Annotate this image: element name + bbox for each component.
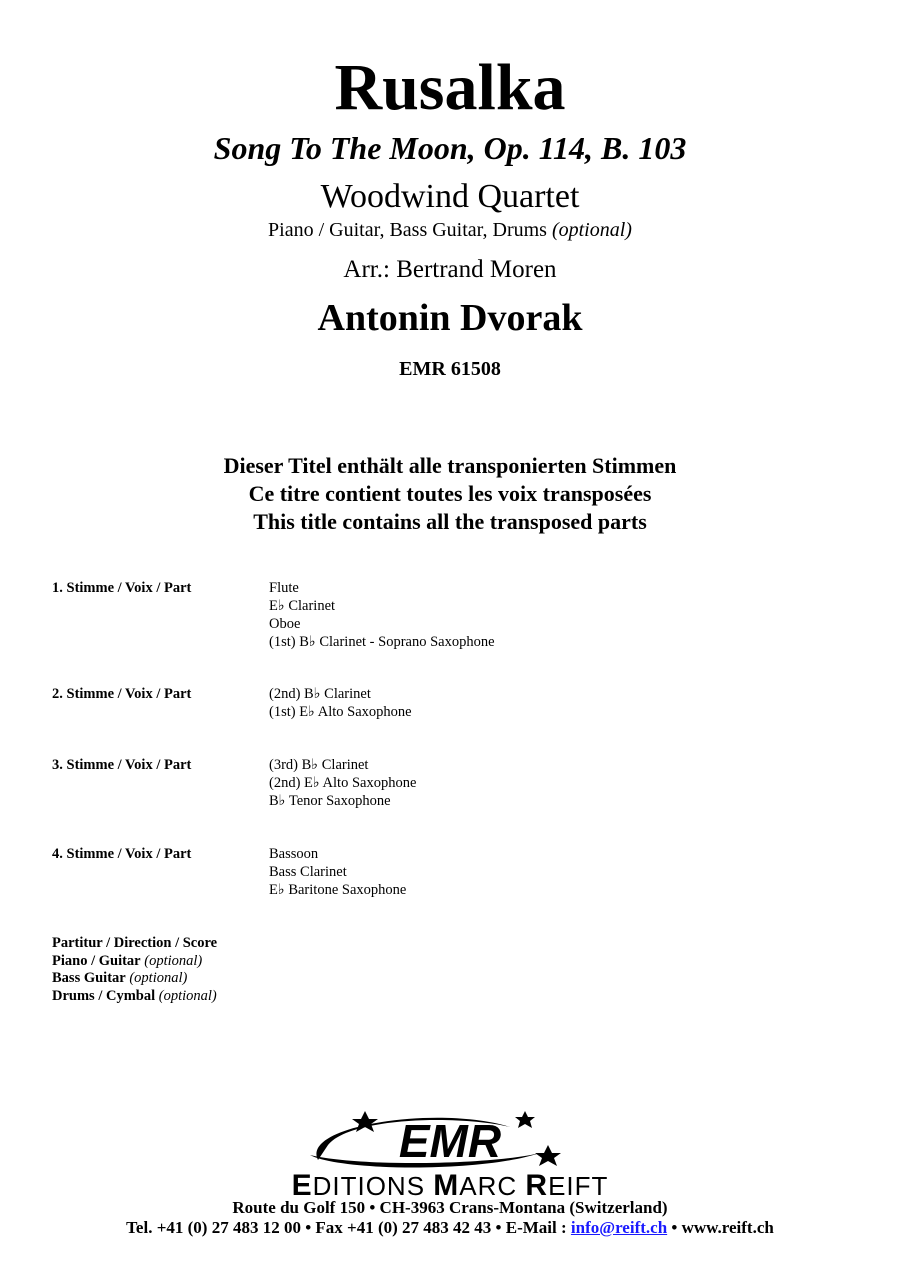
list-item: Bassoon [269,846,319,862]
extra-piano-guitar: Piano / Guitar (optional) [52,952,203,969]
list-item: Flute [269,580,299,596]
logo-emr-text: EMR [398,1115,502,1167]
extra-score: Partitur / Direction / Score [52,935,218,951]
contact-prefix: Tel. +41 (0) 27 483 12 00 • Fax +41 (0) 27 483 42 43 • E-Mail : [126,1218,571,1237]
part-1-label: 1. Stimme / Voix / Part [52,580,192,596]
list-item: E♭ Baritone Saxophone [269,882,407,898]
instrumentation-text: Piano / Guitar, Bass Guitar, Drums [268,219,547,241]
list-item: (2nd) B♭ Clarinet [269,686,371,702]
instrumentation-line [0,217,900,243]
part-3-instruments [269,756,416,810]
notice-german: Dieser Titel enthält alle transponierten Stimmen [223,453,677,478]
extra-bass-guitar: Bass Guitar (optional) [52,970,188,986]
notice-french: Ce titre contient toutes les voix transposées [248,481,652,506]
list-item: (1st) B♭ Clarinet - Soprano Saxophone [269,634,495,650]
part-2-instruments [269,685,412,721]
publisher-contact [0,1217,900,1239]
part-4-instruments [269,845,406,899]
extra-parts [52,935,217,1005]
list-item: B♭ Tenor Saxophone [269,793,391,809]
list-item: Bass Clarinet [269,864,347,880]
title: Rusalka [334,51,566,124]
publisher-address: Route du Golf 150 • CH-3963 Crans-Montana (Switzerland) [232,1198,668,1217]
publisher-logo [240,1105,660,1200]
list-item: Oboe [269,616,301,632]
logo-star-bottom [535,1145,561,1166]
list-item: (1st) E♭ Alto Saxophone [269,704,412,720]
list-item: (2nd) E♭ Alto Saxophone [269,775,417,791]
part-3-label: 3. Stimme / Voix / Part [52,757,192,773]
part-1-instruments [269,579,495,651]
instrumentation-optional: (optional) [551,219,632,241]
subtitle: Song To The Moon, Op. 114, B. 103 [213,130,687,166]
arranger: Arr.: Bertrand Moren [343,256,557,283]
part-4-label: 4. Stimme / Voix / Part [52,846,192,862]
list-item: E♭ Clarinet [269,598,336,614]
composer: Antonin Dvorak [317,297,583,339]
list-item: (3rd) B♭ Clarinet [269,757,369,773]
logo-name-text: EDITIONS MARC REIFT [291,1169,609,1200]
notice-english: This title contains all the transposed parts [253,509,647,534]
logo-star-right [515,1111,535,1128]
catalog-number: EMR 61508 [399,358,501,380]
extra-drums: Drums / Cymbal (optional) [52,987,217,1004]
ensemble: Woodwind Quartet [320,178,580,215]
contact-suffix: • www.reift.ch [667,1218,774,1237]
email-link[interactable]: info@reift.ch [570,1218,668,1237]
part-2-label: 2. Stimme / Voix / Part [52,686,192,702]
